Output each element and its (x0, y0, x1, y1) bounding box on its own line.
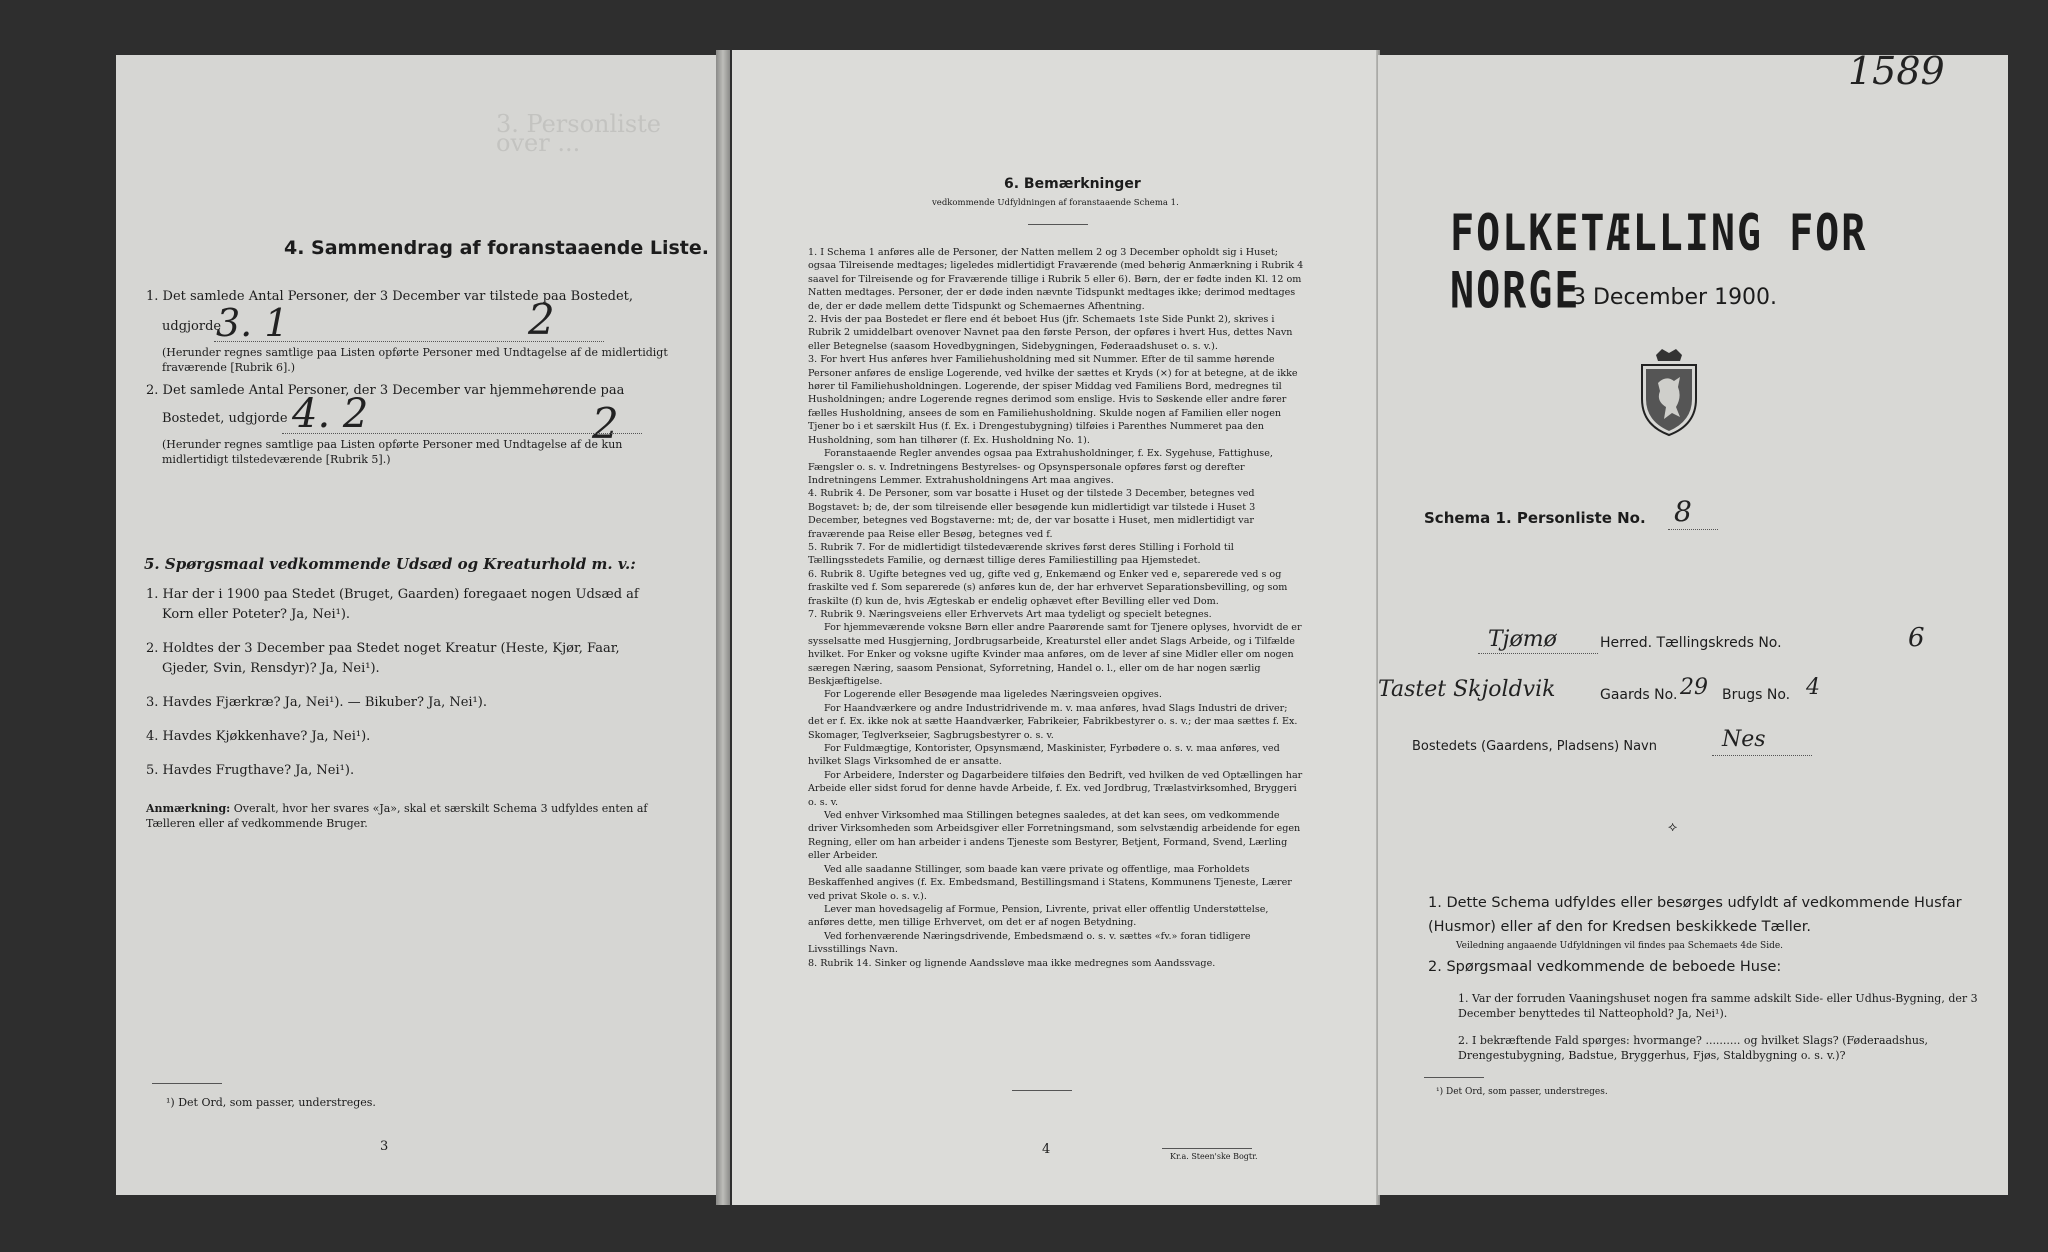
schema-label: Schema 1. Personliste No. (1424, 509, 1646, 527)
remark-rule: 8. Rubrik 14. Sinker og lignende Aandssløve maa ikke medregnes som Aandssvage. (808, 957, 1216, 969)
census-date: 3 December 1900. (1572, 285, 1778, 310)
archive-number: 1589 (1848, 55, 1945, 93)
item2-label: Bostedet, udgjorde (162, 411, 288, 426)
herred-dotline (1478, 653, 1598, 654)
question-2b: Gjeder, Svin, Rensdyr)? Ja, Nei¹). (162, 661, 380, 676)
instruction-1-note: Veiledning angaaende Udfyldningen vil findes paa Schemaets 4de Side. (1456, 941, 1784, 951)
printer-imprint: Kr.a. Steen'ske Bogtr. (1170, 1152, 1258, 1161)
page-number: 4 (1042, 1142, 1051, 1157)
bosted-dotline (1712, 755, 1812, 756)
footnote: ¹) Det Ord, som passer, understreges. (1436, 1087, 1608, 1097)
herred-handwritten: Tjømø (1488, 627, 1557, 652)
kreds-number: 6 (1908, 623, 1925, 653)
page-summary (116, 55, 716, 1195)
remark-rule: 7. Rubrik 9. Næringsveiens eller Erhvervets Art maa tydeligt og specielt betegnes. (808, 608, 1212, 620)
remark-rule: Ved enhver Virksomhed maa Stillingen betegnes saaledes, at det kan sees, om vedkommende driver Virksomheden som Arbeidsgiver eller Forretningsmand, som selvstændig arbeidende for egen Regning, eller om han arbeider i andens Tjeneste som Bestyrer, Betjent, Formand, Svend, Lærling eller Arbeider. (808, 810, 1301, 862)
remark (146, 801, 666, 831)
herred-label: Herred. Tællingskreds No. (1600, 635, 1782, 651)
remark-rule: For hjemmeværende voksne Børn eller andre Paarørende samt for Tjenere oplyses, hvorvidt de er sysselsatte med Husgjerning, Jordbrugsarbeide, Kreaturstel eller andet Slags Arbeide, og i Tilfælde hvilket. For Enker og voksne ugifte Kvinder maa anføres, om de lever af sine Midler eller om nogen særegen Næring, saasom Pensionat, Syforretning, Handel o. l., eller om de har nogen særlig Beskjæftigelse. (808, 622, 1302, 687)
remark-rule: 3. For hvert Hus anføres hver Familiehusholdning med sit Nummer. Efter de til samme hørende Personer anføres de enslige Logerende, ved hvilke der sættes et Kryds (×) for at betegne, at de ikke hører til Familiehusholdningen. Logerende, der spiser Middag ved Familiens Bord, medregnes til Husholdningen; andre Logerende regnes derimod som enslige. Hvis to Søskende eller andre fører fælles Husholdning, ansees de som en Familiehusholdning. Skulde nogen af Familien eller nogen Tjener bo i et særskilt Hus (f. Ex. i Drengestubygning) tilføies i Parenthes Nummeret paa den Husholdning, som han tilhører (f. Ex. Husholdning No. 1). (808, 354, 1298, 446)
question-3: 3. Havdes Fjærkræ? Ja, Nei¹). — Bikuber? Ja, Nei¹). (146, 695, 487, 710)
remark-rule: For Haandværkere og andre Industridrivende m. v. maa anføres, hvad Slags Industri de driver; det er f. Ex. ikke nok at sætte Haandværker, Fabrikeier, Fabrikbestyrer o. s. v.; der maa sættes f. Ex. Skomager, Teglverkseier, Sagbrugsbestyrer o. s. v. (808, 702, 1298, 741)
gaard-number: 29 (1680, 675, 1708, 700)
remarks-rules (808, 246, 1304, 970)
bosted-handwritten: Nes (1722, 727, 1766, 752)
remark-rule: For Logerende eller Besøgende maa ligeledes Næringsveien opgives. (824, 689, 1162, 701)
coat-of-arms-icon (1636, 347, 1702, 437)
remarks-title: 6. Bemærkninger (1004, 176, 1141, 192)
item2-dotline (282, 433, 642, 434)
instruction-1: 1. Dette Schema udfyldes eller besørges udfyldt af vedkommende Husfar (Husmor) eller af den for Kredsen beskikkede Tæller. (1428, 895, 1962, 935)
gaard-label: Gaards No. (1600, 687, 1678, 703)
question-1b: Korn eller Poteter? Ja, Nei¹). (162, 607, 351, 622)
remark-rule: Lever man hovedsagelig af Formue, Pension, Livrente, privat eller offentlig Understøttelse, anføres dette, men tillige Erhvervet, om det er af nogen Betydning. (808, 903, 1269, 929)
remark-rule: 2. Hvis der paa Bostedet er flere end ét beboet Hus (jfr. Schemaets 1ste Side Punkt 2), skrives i Rubrik 2 umiddelbart ovenover Navnet paa den første Person, der opføres i hvert Hus, dettes Navn eller Betegnelse (saasom Hovedbygningen, Sidebygningen, Føderaadshuset o. s. v.). (808, 314, 1293, 352)
printer-rule (1162, 1148, 1252, 1149)
item2-handwritten: 4. 2 (292, 391, 369, 437)
bosted-label: Bostedets (Gaardens, Pladsens) Navn (1412, 739, 1657, 754)
remark-rule: 4. Rubrik 4. De Personer, som var bosatte i Huset og der tilstede 3 December, betegnes ved Bogstavet: b; de, der som tilreisende eller besøgende kun midlertidigt var tilstede i Huset 3 December, betegnes ved Bogstaverne: mt; de, der var bosatte i Huset, men midlertidigt var fraværende paa Reise eller Besøg, betegnes ved f. (808, 488, 1256, 540)
schema-dotline (1668, 529, 1718, 530)
remark-rule: 5. Rubrik 7. For de midlertidigt tilstedeværende skrives først deres Stilling i Forhold til Tællingsstedets Familie, og dernæst tillige deres Familiestilling paa Hjemstedet. (808, 541, 1234, 567)
title-rule (1028, 224, 1088, 225)
gaard-handwritten: Tastet Skjoldvik (1378, 677, 1556, 702)
page-remarks (732, 50, 1376, 1205)
remark-text: Overalt, hvor her svares «Ja», skal et særskilt Schema 3 udfyldes enten af Tælleren eller af vedkommende Bruger. (146, 802, 648, 830)
section4-title: 4. Sammendrag af foranstaaende Liste. (284, 237, 709, 259)
brugs-number: 4 (1806, 675, 1820, 700)
section5-title: 5. Spørgsmaal vedkommende Udsæd og Kreaturhold m. v.: (144, 555, 636, 573)
remarks-subtitle: vedkommende Udfyldningen af foranstaaende Schema 1. (932, 198, 1179, 208)
remark-rule: Foranstaaende Regler anvendes ogsaa paa Extrahusholdninger, f. Ex. Sygehuse, Fattighuse, Fængsler o. s. v. Indretningens Bestyrelses- og Opsynspersonale opføres først og derefter Indretningens Lemmer. Extrahusholdningens Art maa angives. (808, 448, 1273, 486)
item1-handwritten-total: 2 (528, 295, 555, 344)
instruction-2-2: 2. I bekræftende Fald spørges: hvormange? .......... og hvilket Slags? (Føderaadshus, Drengestubygning, Badstue, Bryggerhus, Fjøs, Staldbygning o. s. v.)? (1458, 1034, 1929, 1062)
brugs-label: Brugs No. (1722, 687, 1791, 703)
item1-note: (Herunder regnes samtlige paa Listen opførte Personer med Undtagelse af de midlertidigt fraværende [Rubrik 6].) (162, 346, 668, 374)
footnote-rule (1424, 1077, 1484, 1078)
question-4: 4. Havdes Kjøkkenhave? Ja, Nei¹). (146, 729, 371, 744)
instruction-2-1: 1. Var der forruden Vaaningshuset nogen fra samme adskilt Side- eller Udhus-Bygning, der 3 December benyttedes til Natteophold? Ja, Nei¹). (1458, 992, 1978, 1020)
footnote: ¹) Det Ord, som passer, understreges. (166, 1096, 376, 1109)
item1-text: 1. Det samlede Antal Personer, der 3 December var tilstede paa Bostedet, (146, 289, 634, 304)
page-cover (1378, 55, 2008, 1195)
remark-rule: Ved alle saadanne Stillinger, som baade kan være private og offentlige, maa Forholdets Beskaffenhed angives (f. Ex. Embedsmand, Bestillingsmand i Statens, Kommunens Tjeneste, Lærer ved privat Skole o. s. v.). (808, 863, 1292, 902)
bleed-through-text: 3. Personliste over ... (496, 110, 662, 157)
remark-rule: 6. Rubrik 8. Ugifte betegnes ved ug, gifte ved g, Enkemænd og Enker ved e, separerede ved s og fraskilte ved f. Som separerede (s) anføres kun de, der har erhvervet Separationsbevilling, og som fraskilte (f) kun de, hvis Ægteskab er endelig ophævet efter Bevilling eller ved Dom. (808, 568, 1288, 607)
item1-handwritten: 3. 1 (216, 301, 289, 345)
item1-label: udgjorde (162, 319, 222, 334)
census-title: FOLKETÆLLING FOR NORGE (1450, 205, 1868, 320)
item2-note: (Herunder regnes samtlige paa Listen opførte Personer med Undtagelse af de kun midlertidigt tilstedeværende [Rubrik 5].) (162, 438, 623, 466)
remark-label: Anmærkning: (146, 802, 231, 815)
remark-rule: 1. I Schema 1 anføres alle de Personer, der Natten mellem 2 og 3 December opholdt sig i Huset; ogsaa Tilreisende medtages; ligeledes midlertidigt Fraværende (med behørig Anmærkning i Rubrik 4 saavel for Tilreisende og for Fraværende tillige i Rubrik 5 eller 6). Børn, der er fødte inden Kl. 12 om Natten medtages. Personer, der er døde inden nævnte Tidspunkt medtages ikke; derimod medtages de, der er døde mellem dette Tidspunkt og Schemaernes Afhentning. (808, 247, 1304, 312)
item1-dotline (214, 341, 604, 342)
remark-rule: Ved forhenværende Næringsdrivende, Embedsmænd o. s. v. sættes «fv.» foran tidligere Livsstillings Navn. (808, 930, 1251, 956)
instruction-2: 2. Spørgsmaal vedkommende de beboede Huse: (1428, 959, 1782, 975)
ornament-icon: ⟡ (1668, 819, 1678, 835)
remark-rule: For Arbeidere, Inderster og Dagarbeidere tilføies den Bedrift, ved hvilken de ved Optællingen har Arbeide eller sidst forud for denne havde Arbeide, f. Ex. ved Jordbrug, Trælastvirksomhed, Bryggeri o. s. v. (808, 769, 1303, 808)
item2-handwritten-total: 2 (592, 399, 619, 448)
remark-rule: For Fuldmægtige, Kontorister, Opsynsmænd, Maskinister, Fyrbødere o. s. v. maa anføres, ved hvilket Slags Virksomhed de er ansatte. (808, 743, 1280, 768)
question-2: 2. Holdtes der 3 December paa Stedet noget Kreatur (Heste, Kjør, Faar, (146, 641, 620, 656)
end-rule (1012, 1090, 1072, 1091)
schema-number: 8 (1674, 495, 1692, 528)
footnote-rule (152, 1083, 222, 1084)
book-gutter-left (716, 50, 730, 1205)
question-5: 5. Havdes Frugthave? Ja, Nei¹). (146, 763, 355, 778)
page-number: 3 (380, 1139, 389, 1154)
question-1: 1. Har der i 1900 paa Stedet (Bruget, Gaarden) foregaaet nogen Udsæd af (146, 587, 639, 602)
item2-text: 2. Det samlede Antal Personer, der 3 December var hjemmehørende paa (146, 383, 625, 398)
